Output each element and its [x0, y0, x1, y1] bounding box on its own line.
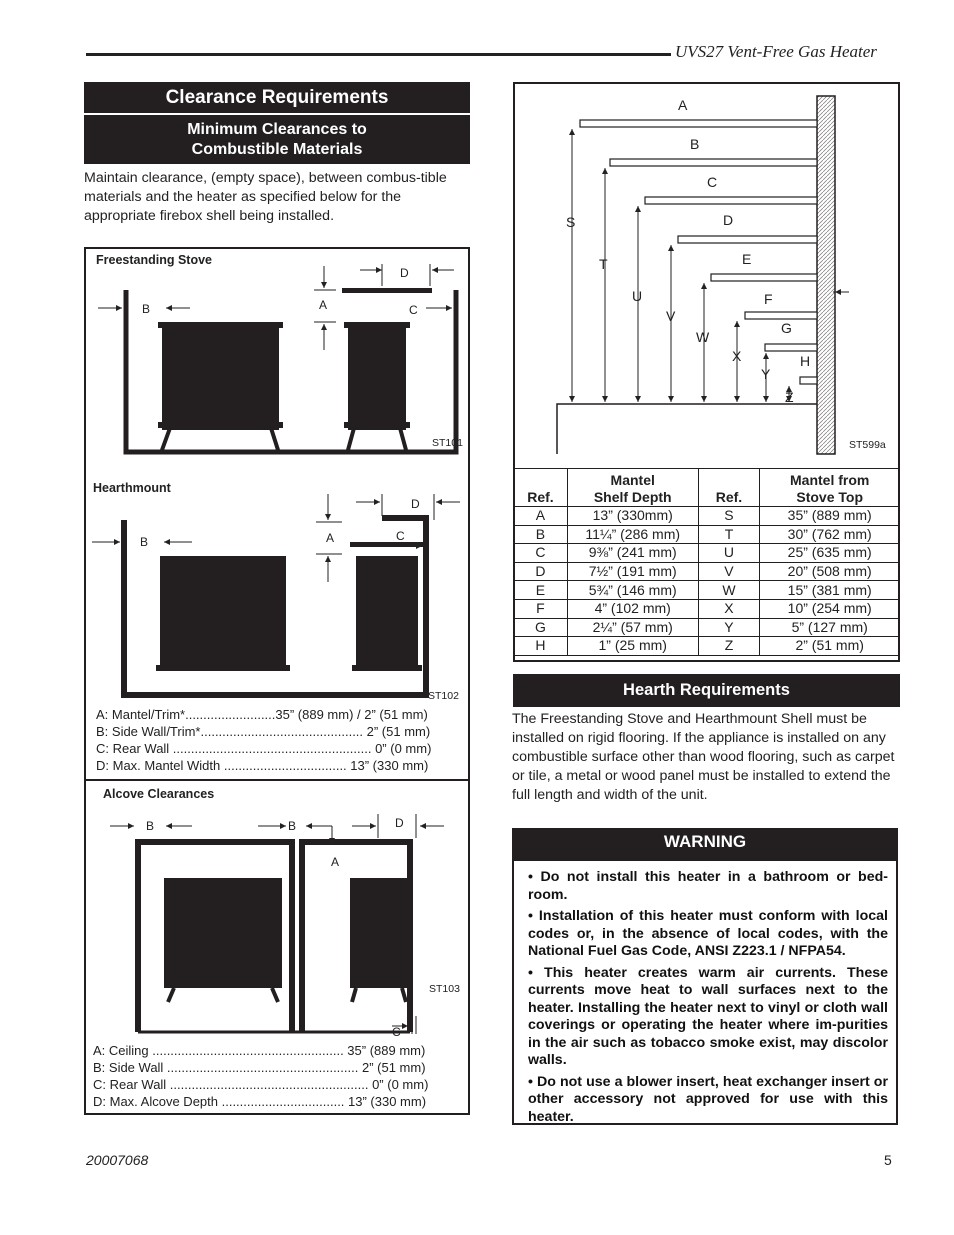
dimension-arrowhead	[701, 283, 707, 289]
table-cell: W	[698, 581, 760, 600]
table-cell: E	[514, 581, 568, 600]
alcove-specs	[93, 1042, 459, 1110]
table-cell: 20” (508 mm)	[760, 562, 900, 581]
freestanding-letter-b: B	[142, 302, 151, 316]
table-cell: D	[514, 562, 568, 581]
col-shelf-depth-l1: Mantel	[610, 472, 655, 488]
table-cell: 2¼” (57 mm)	[567, 618, 698, 637]
table-cell: X	[698, 599, 760, 618]
table-cell: Z	[698, 637, 760, 656]
page-number: 5	[884, 1152, 892, 1168]
table-cell: Y	[698, 618, 760, 637]
alcove-letter-d: D	[395, 816, 404, 830]
dimension-arrowhead	[701, 396, 707, 402]
alcove-spec-c: C: Rear Wall ....................................................... 0” (0 mm)	[93, 1077, 429, 1092]
hearthmount-letter-d: D	[411, 497, 420, 511]
height-letter-label: S	[566, 214, 576, 230]
warning-item: • Installation of this heater must conform with local codes or, in the absence of local codes, with the National Fuel Gas Code, ANSI Z223.1 / NFPA54.	[528, 908, 888, 959]
hearth-title: Hearth Requirements	[623, 681, 790, 699]
col-height-l2: Stove Top	[796, 489, 864, 505]
dimension-arrowhead	[668, 245, 674, 251]
dimension-arrowhead	[763, 353, 769, 359]
table-row	[514, 599, 900, 618]
freestanding-diagram	[86, 262, 468, 462]
dimension-arrowhead	[763, 396, 769, 402]
col-ref-2: Ref.	[698, 469, 760, 507]
shelf-letter-label: C	[707, 174, 718, 190]
col-height	[760, 469, 900, 507]
col-shelf-depth-l2: Shelf Depth	[593, 489, 672, 505]
table-row	[514, 618, 900, 637]
mantel-shelf	[610, 159, 817, 166]
table-cell: C	[514, 544, 568, 563]
table-row	[514, 507, 900, 526]
table-cell: 1” (25 mm)	[567, 637, 698, 656]
height-letter-label: U	[632, 288, 643, 304]
table-cell: 25” (635 mm)	[760, 544, 900, 563]
hearthmount-spec-d: D: Max. Mantel Width .................................. 13” (330 mm)	[96, 758, 429, 773]
hearthmount-spec-c: C: Rear Wall ....................................................... 0” (0 mm)	[96, 741, 432, 756]
freestanding-label: Freestanding Stove	[96, 253, 212, 267]
alcove-spec-d: D: Max. Alcove Depth .................................. 13” (330 mm)	[93, 1094, 427, 1109]
hearthmount-spec-b: B: Side Wall/Trim*............................................. 2” (51 mm)	[96, 724, 431, 739]
shelf-letter-label: A	[678, 97, 688, 113]
dimension-arrowhead	[734, 396, 740, 402]
table-row	[514, 637, 900, 656]
hearth-text: The Freestanding Stove and Hearthmount Shell must be installed on rigid flooring. If the appliance is installed on any combustible surface other than wood flooring, such as carpet or tile, a metal or wood panel must be installed to extend the full length and width of the unit.	[512, 711, 895, 803]
dimension-arrowhead	[734, 321, 740, 327]
doc-number: 20007068	[86, 1152, 149, 1168]
freestanding-code: ST101	[432, 437, 463, 449]
shelf-letter-label: H	[800, 353, 811, 369]
dimension-arrowhead	[602, 396, 608, 402]
dimension-arrowhead	[668, 396, 674, 402]
table-cell: B	[514, 525, 568, 544]
mantel-shelf	[580, 120, 817, 127]
mantel-shelf	[711, 274, 817, 281]
hearthmount-label: Hearthmount	[93, 481, 171, 495]
clearance-subtitle-line2: Combustible Materials	[191, 141, 363, 158]
mantel-shelf	[745, 312, 817, 319]
hearth-title-bar	[513, 674, 900, 707]
shelf-letter-label: D	[723, 212, 734, 228]
mantel-shelf	[765, 344, 817, 351]
shelf-letter-label: G	[781, 320, 792, 336]
table-cell: A	[514, 507, 568, 526]
warning-title-bar	[512, 828, 898, 861]
hearthmount-letter-b: B	[140, 535, 149, 549]
height-letter-label: Y	[761, 366, 771, 382]
mantel-diagram	[515, 84, 898, 466]
col-shelf-depth	[567, 469, 698, 507]
height-letter-label: T	[599, 256, 608, 272]
header-rule	[86, 53, 671, 56]
clearance-table	[513, 468, 900, 656]
clearance-title-bar	[84, 82, 470, 113]
freestanding-letter-d: D	[400, 266, 409, 280]
table-row	[514, 581, 900, 600]
table-cell: T	[698, 525, 760, 544]
running-header-title: UVS27 Vent-Free Gas Heater	[675, 42, 877, 61]
alcove-spec-a: A: Ceiling ..................................................... 35” (889 mm)	[93, 1043, 426, 1058]
table-cell: 5¾” (146 mm)	[567, 581, 698, 600]
hearthmount-code: ST102	[428, 690, 459, 702]
alcove-letter-c: C	[392, 1025, 401, 1039]
hearthmount-spec-a: A: Mantel/Trim*.........................35” (889 mm) / 2” (51 mm)	[96, 707, 428, 722]
table-cell: 35” (889 mm)	[760, 507, 900, 526]
table-cell: 15” (381 mm)	[760, 581, 900, 600]
table-cell: 4” (102 mm)	[567, 599, 698, 618]
table-cell: 7½” (191 mm)	[567, 562, 698, 581]
alcove-spec-b: B: Side Wall ..................................................... 2” (51 mm)	[93, 1060, 426, 1075]
table-row	[514, 544, 900, 563]
warning-item: • Do not install this heater in a bathroom or bed-room.	[528, 869, 888, 903]
warning-item: • Do not use a blower insert, heat exchanger insert or other accessory not approved for use with this heater.	[528, 1073, 888, 1125]
col-ref: Ref.	[514, 469, 568, 507]
table-cell: 13” (330mm)	[567, 507, 698, 526]
clearance-subtitle-line1: Minimum Clearances to	[187, 121, 367, 138]
height-letter-label: X	[732, 348, 742, 364]
alcove-letter-b-mid: B	[288, 819, 297, 833]
shelf-letter-label: F	[764, 291, 773, 307]
shelf-letter-label: B	[690, 136, 700, 152]
shelf-letter-label: E	[742, 251, 752, 267]
table-cell: V	[698, 562, 760, 581]
dimension-arrowhead	[602, 168, 608, 174]
mantel-shelf	[645, 197, 817, 204]
col-height-l1: Mantel from	[790, 472, 870, 488]
table-cell: 9⅜” (241 mm)	[567, 544, 698, 563]
table-row	[514, 525, 900, 544]
dimension-arrowhead	[635, 206, 641, 212]
hearthmount-specs	[96, 706, 462, 774]
dimension-arrowhead	[569, 129, 575, 135]
table-cell: G	[514, 618, 568, 637]
height-letter-label: V	[666, 308, 676, 324]
alcove-label: Alcove Clearances	[103, 787, 215, 801]
dimension-arrowhead	[635, 396, 641, 402]
alcove-code: ST103	[429, 983, 460, 995]
hearthmount-letter-a: A	[326, 531, 335, 545]
hearthmount-diagram	[86, 490, 468, 705]
table-cell: 30” (762 mm)	[760, 525, 900, 544]
hearthmount-letter-c: C	[396, 529, 405, 543]
freestanding-letter-a: A	[319, 298, 328, 312]
table-cell: 10” (254 mm)	[760, 599, 900, 618]
table-cell: F	[514, 599, 568, 618]
clearance-intro: Maintain clearance, (empty space), between combus-tible materials and the heater as specified below for the appropriate firebox shell being installed.	[84, 170, 447, 224]
mantel-code: ST599a	[849, 439, 886, 451]
table-cell: U	[698, 544, 760, 563]
table-row	[514, 562, 900, 581]
table-cell: 2” (51 mm)	[760, 637, 900, 656]
clearance-title: Clearance Requirements	[165, 87, 389, 108]
warning-list	[528, 869, 888, 1130]
height-letter-label: Z	[785, 389, 794, 405]
table-cell: 11¼” (286 mm)	[567, 525, 698, 544]
table-cell: H	[514, 637, 568, 656]
mantel-shelf	[800, 377, 817, 384]
alcove-letter-a: A	[331, 855, 340, 869]
warning-item: • This heater creates warm air currents. These currents move heat to wall surfaces next to the heater. Installing the heater next to vinyl or cloth wall coverings or operating the heater where im-purities in the air such as tobacco smoke exist, may discolor walls.	[528, 964, 888, 1068]
freestanding-letter-c: C	[409, 303, 418, 317]
alcove-letter-b-left: B	[146, 819, 155, 833]
dimension-arrowhead	[569, 396, 575, 402]
warning-title: WARNING	[663, 832, 747, 851]
alcove-diagram	[86, 812, 468, 1037]
table-cell: S	[698, 507, 760, 526]
clearance-subtitle-bar	[84, 115, 470, 164]
table-cell: 5” (127 mm)	[760, 618, 900, 637]
mantel-shelf	[678, 236, 817, 243]
height-letter-label: W	[696, 329, 710, 345]
figure-divider	[84, 779, 470, 781]
